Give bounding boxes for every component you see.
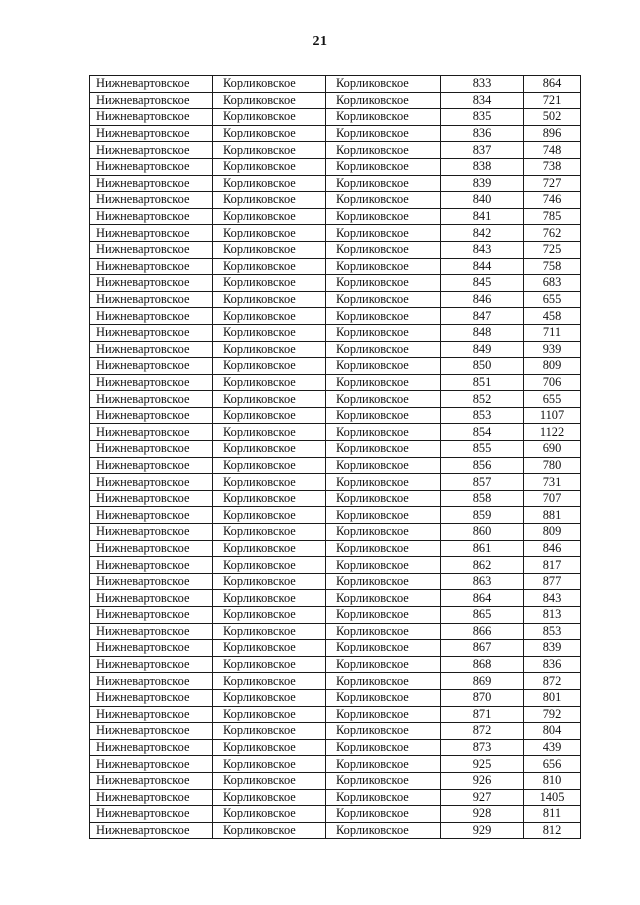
value-cell: 853 bbox=[524, 623, 581, 640]
value-cell: 683 bbox=[524, 275, 581, 292]
value-cell: 785 bbox=[524, 208, 581, 225]
field-cell: Корликовское bbox=[213, 673, 326, 690]
table-row bbox=[90, 175, 581, 192]
field-cell: Корликовское bbox=[213, 607, 326, 624]
table-row bbox=[90, 723, 581, 740]
value-cell: 843 bbox=[524, 590, 581, 607]
field-cell: Корликовское bbox=[213, 756, 326, 773]
district-cell: Нижневартовское bbox=[90, 557, 213, 574]
field-cell: Корликовское bbox=[213, 424, 326, 441]
deposit-cell: Корликовское bbox=[326, 275, 441, 292]
value-cell: 748 bbox=[524, 142, 581, 159]
district-cell: Нижневартовское bbox=[90, 474, 213, 491]
deposit-cell: Корликовское bbox=[326, 806, 441, 823]
value-cell: 762 bbox=[524, 225, 581, 242]
well-number-cell: 927 bbox=[441, 789, 524, 806]
well-number-cell: 834 bbox=[441, 92, 524, 109]
deposit-cell: Корликовское bbox=[326, 125, 441, 142]
value-cell: 939 bbox=[524, 341, 581, 358]
value-cell: 706 bbox=[524, 374, 581, 391]
field-cell: Корликовское bbox=[213, 341, 326, 358]
well-number-cell: 841 bbox=[441, 208, 524, 225]
value-cell: 690 bbox=[524, 441, 581, 458]
district-cell: Нижневартовское bbox=[90, 308, 213, 325]
field-cell: Корликовское bbox=[213, 208, 326, 225]
district-cell: Нижневартовское bbox=[90, 573, 213, 590]
deposit-cell: Корликовское bbox=[326, 158, 441, 175]
district-cell: Нижневартовское bbox=[90, 673, 213, 690]
district-cell: Нижневартовское bbox=[90, 640, 213, 657]
field-cell: Корликовское bbox=[213, 192, 326, 209]
table-row bbox=[90, 540, 581, 557]
well-number-cell: 855 bbox=[441, 441, 524, 458]
deposit-cell: Корликовское bbox=[326, 391, 441, 408]
field-cell: Корликовское bbox=[213, 689, 326, 706]
value-cell: 707 bbox=[524, 490, 581, 507]
district-cell: Нижневартовское bbox=[90, 507, 213, 524]
district-cell: Нижневартовское bbox=[90, 92, 213, 109]
deposit-cell: Корликовское bbox=[326, 241, 441, 258]
deposit-cell: Корликовское bbox=[326, 92, 441, 109]
table-row bbox=[90, 407, 581, 424]
value-cell: 655 bbox=[524, 291, 581, 308]
field-cell: Корликовское bbox=[213, 457, 326, 474]
table-row bbox=[90, 241, 581, 258]
well-number-cell: 849 bbox=[441, 341, 524, 358]
table-row bbox=[90, 756, 581, 773]
table-row bbox=[90, 76, 581, 93]
deposit-cell: Корликовское bbox=[326, 76, 441, 93]
well-number-cell: 848 bbox=[441, 324, 524, 341]
field-cell: Корликовское bbox=[213, 789, 326, 806]
district-cell: Нижневартовское bbox=[90, 391, 213, 408]
deposit-cell: Корликовское bbox=[326, 590, 441, 607]
value-cell: 502 bbox=[524, 109, 581, 126]
district-cell: Нижневартовское bbox=[90, 225, 213, 242]
well-number-cell: 844 bbox=[441, 258, 524, 275]
table-row bbox=[90, 557, 581, 574]
field-cell: Корликовское bbox=[213, 706, 326, 723]
deposit-cell: Корликовское bbox=[326, 407, 441, 424]
district-cell: Нижневартовское bbox=[90, 441, 213, 458]
value-cell: 780 bbox=[524, 457, 581, 474]
well-number-cell: 863 bbox=[441, 573, 524, 590]
value-cell: 655 bbox=[524, 391, 581, 408]
value-cell: 746 bbox=[524, 192, 581, 209]
value-cell: 864 bbox=[524, 76, 581, 93]
value-cell: 1122 bbox=[524, 424, 581, 441]
field-cell: Корликовское bbox=[213, 490, 326, 507]
field-cell: Корликовское bbox=[213, 291, 326, 308]
table-row bbox=[90, 158, 581, 175]
field-cell: Корликовское bbox=[213, 275, 326, 292]
district-cell: Нижневартовское bbox=[90, 457, 213, 474]
district-cell: Нижневартовское bbox=[90, 607, 213, 624]
field-cell: Корликовское bbox=[213, 308, 326, 325]
table-row bbox=[90, 208, 581, 225]
district-cell: Нижневартовское bbox=[90, 324, 213, 341]
district-cell: Нижневартовское bbox=[90, 689, 213, 706]
district-cell: Нижневартовское bbox=[90, 407, 213, 424]
value-cell: 792 bbox=[524, 706, 581, 723]
district-cell: Нижневартовское bbox=[90, 291, 213, 308]
district-cell: Нижневартовское bbox=[90, 258, 213, 275]
deposit-cell: Корликовское bbox=[326, 258, 441, 275]
table-row bbox=[90, 656, 581, 673]
field-cell: Корликовское bbox=[213, 374, 326, 391]
district-cell: Нижневартовское bbox=[90, 424, 213, 441]
value-cell: 731 bbox=[524, 474, 581, 491]
table-row bbox=[90, 424, 581, 441]
table-row bbox=[90, 291, 581, 308]
table-row bbox=[90, 689, 581, 706]
well-number-cell: 854 bbox=[441, 424, 524, 441]
deposit-cell: Корликовское bbox=[326, 474, 441, 491]
well-number-cell: 873 bbox=[441, 739, 524, 756]
value-cell: 839 bbox=[524, 640, 581, 657]
table-row bbox=[90, 308, 581, 325]
district-cell: Нижневартовское bbox=[90, 590, 213, 607]
district-cell: Нижневартовское bbox=[90, 822, 213, 839]
district-cell: Нижневартовское bbox=[90, 175, 213, 192]
value-cell: 804 bbox=[524, 723, 581, 740]
deposit-cell: Корликовское bbox=[326, 507, 441, 524]
value-cell: 872 bbox=[524, 673, 581, 690]
deposit-cell: Корликовское bbox=[326, 192, 441, 209]
table-row bbox=[90, 258, 581, 275]
table-row bbox=[90, 275, 581, 292]
deposit-cell: Корликовское bbox=[326, 706, 441, 723]
district-cell: Нижневартовское bbox=[90, 772, 213, 789]
district-cell: Нижневартовское bbox=[90, 109, 213, 126]
table-row bbox=[90, 109, 581, 126]
well-number-cell: 860 bbox=[441, 524, 524, 541]
well-number-cell: 839 bbox=[441, 175, 524, 192]
table-row bbox=[90, 673, 581, 690]
deposit-cell: Корликовское bbox=[326, 789, 441, 806]
value-cell: 812 bbox=[524, 822, 581, 839]
value-cell: 1405 bbox=[524, 789, 581, 806]
deposit-cell: Корликовское bbox=[326, 640, 441, 657]
field-cell: Корликовское bbox=[213, 225, 326, 242]
deposit-cell: Корликовское bbox=[326, 441, 441, 458]
table-body bbox=[90, 76, 581, 839]
table-row bbox=[90, 623, 581, 640]
well-number-cell: 845 bbox=[441, 275, 524, 292]
well-number-cell: 926 bbox=[441, 772, 524, 789]
deposit-cell: Корликовское bbox=[326, 607, 441, 624]
field-cell: Корликовское bbox=[213, 324, 326, 341]
value-cell: 738 bbox=[524, 158, 581, 175]
deposit-cell: Корликовское bbox=[326, 175, 441, 192]
table-row bbox=[90, 457, 581, 474]
district-cell: Нижневартовское bbox=[90, 158, 213, 175]
well-number-cell: 861 bbox=[441, 540, 524, 557]
field-cell: Корликовское bbox=[213, 109, 326, 126]
value-cell: 881 bbox=[524, 507, 581, 524]
deposit-cell: Корликовское bbox=[326, 822, 441, 839]
well-number-cell: 866 bbox=[441, 623, 524, 640]
table-row bbox=[90, 590, 581, 607]
district-cell: Нижневартовское bbox=[90, 142, 213, 159]
district-cell: Нижневартовское bbox=[90, 275, 213, 292]
district-cell: Нижневартовское bbox=[90, 76, 213, 93]
district-cell: Нижневартовское bbox=[90, 806, 213, 823]
district-cell: Нижневартовское bbox=[90, 756, 213, 773]
district-cell: Нижневартовское bbox=[90, 241, 213, 258]
district-cell: Нижневартовское bbox=[90, 723, 213, 740]
deposit-cell: Корликовское bbox=[326, 109, 441, 126]
district-cell: Нижневартовское bbox=[90, 208, 213, 225]
data-table bbox=[89, 75, 581, 839]
table-row bbox=[90, 341, 581, 358]
value-cell: 809 bbox=[524, 524, 581, 541]
table-row bbox=[90, 358, 581, 375]
field-cell: Корликовское bbox=[213, 507, 326, 524]
field-cell: Корликовское bbox=[213, 258, 326, 275]
field-cell: Корликовское bbox=[213, 142, 326, 159]
deposit-cell: Корликовское bbox=[326, 457, 441, 474]
deposit-cell: Корликовское bbox=[326, 324, 441, 341]
well-number-cell: 846 bbox=[441, 291, 524, 308]
well-number-cell: 847 bbox=[441, 308, 524, 325]
deposit-cell: Корликовское bbox=[326, 291, 441, 308]
value-cell: 877 bbox=[524, 573, 581, 590]
deposit-cell: Корликовское bbox=[326, 540, 441, 557]
well-number-cell: 856 bbox=[441, 457, 524, 474]
field-cell: Корликовское bbox=[213, 241, 326, 258]
district-cell: Нижневартовское bbox=[90, 656, 213, 673]
deposit-cell: Корликовское bbox=[326, 142, 441, 159]
table-row bbox=[90, 441, 581, 458]
table-row bbox=[90, 706, 581, 723]
deposit-cell: Корликовское bbox=[326, 673, 441, 690]
district-cell: Нижневартовское bbox=[90, 358, 213, 375]
deposit-cell: Корликовское bbox=[326, 739, 441, 756]
deposit-cell: Корликовское bbox=[326, 723, 441, 740]
well-number-cell: 836 bbox=[441, 125, 524, 142]
table-row bbox=[90, 739, 581, 756]
table-row bbox=[90, 822, 581, 839]
value-cell: 813 bbox=[524, 607, 581, 624]
table-row bbox=[90, 573, 581, 590]
field-cell: Корликовское bbox=[213, 158, 326, 175]
value-cell: 458 bbox=[524, 308, 581, 325]
field-cell: Корликовское bbox=[213, 407, 326, 424]
value-cell: 439 bbox=[524, 739, 581, 756]
well-number-cell: 837 bbox=[441, 142, 524, 159]
district-cell: Нижневартовское bbox=[90, 374, 213, 391]
deposit-cell: Корликовское bbox=[326, 656, 441, 673]
field-cell: Корликовское bbox=[213, 723, 326, 740]
value-cell: 727 bbox=[524, 175, 581, 192]
table-row bbox=[90, 806, 581, 823]
value-cell: 846 bbox=[524, 540, 581, 557]
table-row bbox=[90, 142, 581, 159]
table-row bbox=[90, 607, 581, 624]
value-cell: 725 bbox=[524, 241, 581, 258]
field-cell: Корликовское bbox=[213, 175, 326, 192]
well-number-cell: 928 bbox=[441, 806, 524, 823]
deposit-cell: Корликовское bbox=[326, 341, 441, 358]
deposit-cell: Корликовское bbox=[326, 689, 441, 706]
deposit-cell: Корликовское bbox=[326, 308, 441, 325]
value-cell: 711 bbox=[524, 324, 581, 341]
value-cell: 721 bbox=[524, 92, 581, 109]
field-cell: Корликовское bbox=[213, 540, 326, 557]
table-row bbox=[90, 524, 581, 541]
deposit-cell: Корликовское bbox=[326, 524, 441, 541]
well-number-cell: 870 bbox=[441, 689, 524, 706]
well-number-cell: 867 bbox=[441, 640, 524, 657]
field-cell: Корликовское bbox=[213, 772, 326, 789]
district-cell: Нижневартовское bbox=[90, 706, 213, 723]
value-cell: 817 bbox=[524, 557, 581, 574]
well-number-cell: 929 bbox=[441, 822, 524, 839]
well-number-cell: 871 bbox=[441, 706, 524, 723]
table-row bbox=[90, 225, 581, 242]
value-cell: 656 bbox=[524, 756, 581, 773]
deposit-cell: Корликовское bbox=[326, 208, 441, 225]
well-number-cell: 868 bbox=[441, 656, 524, 673]
field-cell: Корликовское bbox=[213, 640, 326, 657]
field-cell: Корликовское bbox=[213, 125, 326, 142]
well-number-cell: 852 bbox=[441, 391, 524, 408]
well-number-cell: 840 bbox=[441, 192, 524, 209]
deposit-cell: Корликовское bbox=[326, 490, 441, 507]
deposit-cell: Корликовское bbox=[326, 225, 441, 242]
well-number-cell: 857 bbox=[441, 474, 524, 491]
table-row bbox=[90, 640, 581, 657]
well-number-cell: 864 bbox=[441, 590, 524, 607]
value-cell: 836 bbox=[524, 656, 581, 673]
field-cell: Корликовское bbox=[213, 391, 326, 408]
value-cell: 811 bbox=[524, 806, 581, 823]
deposit-cell: Корликовское bbox=[326, 374, 441, 391]
value-cell: 758 bbox=[524, 258, 581, 275]
district-cell: Нижневартовское bbox=[90, 623, 213, 640]
deposit-cell: Корликовское bbox=[326, 623, 441, 640]
field-cell: Корликовское bbox=[213, 524, 326, 541]
value-cell: 810 bbox=[524, 772, 581, 789]
district-cell: Нижневартовское bbox=[90, 789, 213, 806]
well-number-cell: 851 bbox=[441, 374, 524, 391]
well-number-cell: 859 bbox=[441, 507, 524, 524]
well-number-cell: 853 bbox=[441, 407, 524, 424]
deposit-cell: Корликовское bbox=[326, 424, 441, 441]
well-number-cell: 850 bbox=[441, 358, 524, 375]
field-cell: Корликовское bbox=[213, 822, 326, 839]
table-row bbox=[90, 374, 581, 391]
deposit-cell: Корликовское bbox=[326, 557, 441, 574]
district-cell: Нижневартовское bbox=[90, 341, 213, 358]
field-cell: Корликовское bbox=[213, 474, 326, 491]
deposit-cell: Корликовское bbox=[326, 573, 441, 590]
field-cell: Корликовское bbox=[213, 656, 326, 673]
value-cell: 801 bbox=[524, 689, 581, 706]
page-number: 21 bbox=[312, 34, 328, 49]
field-cell: Корликовское bbox=[213, 358, 326, 375]
district-cell: Нижневартовское bbox=[90, 739, 213, 756]
well-number-cell: 835 bbox=[441, 109, 524, 126]
table-row bbox=[90, 789, 581, 806]
field-cell: Корликовское bbox=[213, 557, 326, 574]
well-number-cell: 838 bbox=[441, 158, 524, 175]
deposit-cell: Корликовское bbox=[326, 756, 441, 773]
field-cell: Корликовское bbox=[213, 441, 326, 458]
well-number-cell: 842 bbox=[441, 225, 524, 242]
table-row bbox=[90, 324, 581, 341]
field-cell: Корликовское bbox=[213, 806, 326, 823]
field-cell: Корликовское bbox=[213, 739, 326, 756]
deposit-cell: Корликовское bbox=[326, 358, 441, 375]
well-number-cell: 872 bbox=[441, 723, 524, 740]
field-cell: Корликовское bbox=[213, 590, 326, 607]
well-number-cell: 865 bbox=[441, 607, 524, 624]
well-number-cell: 833 bbox=[441, 76, 524, 93]
table-row bbox=[90, 192, 581, 209]
district-cell: Нижневартовское bbox=[90, 125, 213, 142]
value-cell: 1107 bbox=[524, 407, 581, 424]
table-row bbox=[90, 772, 581, 789]
value-cell: 809 bbox=[524, 358, 581, 375]
district-cell: Нижневартовское bbox=[90, 192, 213, 209]
district-cell: Нижневартовское bbox=[90, 540, 213, 557]
well-number-cell: 862 bbox=[441, 557, 524, 574]
well-number-cell: 869 bbox=[441, 673, 524, 690]
table-row bbox=[90, 474, 581, 491]
field-cell: Корликовское bbox=[213, 623, 326, 640]
table-row bbox=[90, 125, 581, 142]
well-number-cell: 925 bbox=[441, 756, 524, 773]
table-row bbox=[90, 391, 581, 408]
district-cell: Нижневартовское bbox=[90, 490, 213, 507]
table-row bbox=[90, 490, 581, 507]
value-cell: 896 bbox=[524, 125, 581, 142]
well-number-cell: 843 bbox=[441, 241, 524, 258]
deposit-cell: Корликовское bbox=[326, 772, 441, 789]
district-cell: Нижневартовское bbox=[90, 524, 213, 541]
table-row bbox=[90, 507, 581, 524]
field-cell: Корликовское bbox=[213, 76, 326, 93]
well-number-cell: 858 bbox=[441, 490, 524, 507]
table-row bbox=[90, 92, 581, 109]
field-cell: Корликовское bbox=[213, 573, 326, 590]
field-cell: Корликовское bbox=[213, 92, 326, 109]
